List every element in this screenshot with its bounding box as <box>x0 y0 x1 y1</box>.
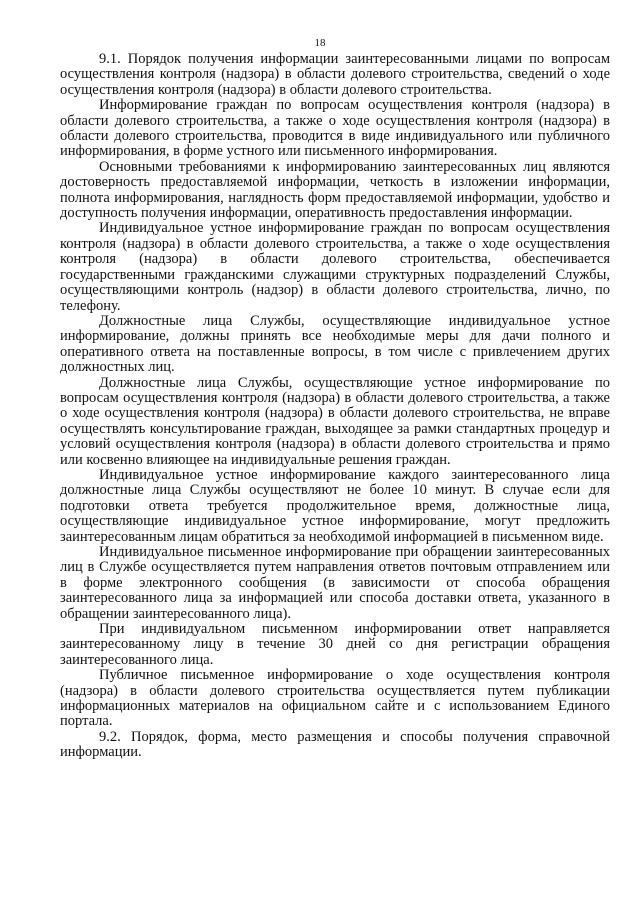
paragraph-officials-duties: Должностные лица Службы, осуществляющие индивидуальное устное информирование, должны принять все необходимые меры для дачи полного и оперативного ответа на поставленные вопросы, в том числе с привлечением других должностных лиц. <box>60 312 610 376</box>
paragraph-9-2-heading: 9.2. Порядок, форма, место размещения и способы получения справочной информации. <box>60 728 610 761</box>
document-body <box>60 52 610 761</box>
paragraph-written-deadline: При индивидуальном письменном информировании ответ направляется заинтересованному лицу в течение 30 дней со дня регистрации обращения заинтересованного лица. <box>60 621 610 668</box>
paragraph-individual-oral: Индивидуальное устное информирование граждан по вопросам осуществления контроля (надзора) в области долевого строительства, а также о ходе осуществления контроля (надзора) в области долевого строительства, обеспечивается государственными гражданскими служащими структурных подразделений Службы, осуществляющими контроль (надзор) в области долевого строительства, лично, по телефону. <box>60 220 610 314</box>
paragraph-officials-restrictions: Должностные лица Службы, осуществляющие устное информирование по вопросам осуществления контроля (надзора) в области долевого строительства, а также о ходе осуществления контроля (надзора) в области долевого строительства, не вправе осуществлять консультирование граждан, выходящее за рамки стандартных процедур и условий осуществления контроля (надзора) в области долевого строительства и прямо или косвенно влияющее на индивидуальные решения граждан. <box>60 374 610 468</box>
paragraph-informing-requirements: Основными требованиями к информированию заинтересованных лиц являются достоверность предоставляемой информации, четкость в изложении информации, полнота информирования, наглядность форм предоставляемой информации, удобство и доступность получения информации, оперативность предоставления информации. <box>60 158 610 222</box>
paragraph-informing-forms: Информирование граждан по вопросам осуществления контроля (надзора) в области долевого строительства, а также о ходе осуществления контроля (надзора) в области долевого строительства, проводится в виде индивидуального или публичного информирования, в форме устного или письменного информирования. <box>60 97 610 160</box>
page-number: 18 <box>314 37 326 49</box>
paragraph-public-written: Публичное письменное информирование о ходе осуществления контроля (надзора) в области долевого строительства осуществляется путем публикации информационных материалов на официальном сайте и с использованием Единого портала. <box>60 667 610 730</box>
paragraph-oral-time-limit: Индивидуальное устное информирование каждого заинтересованного лица должностные лица Службы осуществляют не более 10 минут. В случае если для подготовки ответа требуется продолжительное время, должностные лица, осуществляющие индивидуальное устное информирование, могут предложить заинтересованным лицам обратиться за необходимой информацией в письменном виде. <box>60 466 610 545</box>
paragraph-9-1-heading: 9.1. Порядок получения информации заинтересованными лицами по вопросам осуществления контроля (надзора) в области долевого строительства, сведений о ходе осуществления контроля (надзора) в области долевого строительства. <box>60 51 610 98</box>
paragraph-individual-written: Индивидуальное письменное информирование при обращении заинтересованных лиц в Службе осуществляется путем направления ответов почтовым отправлением или в форме электронного сообщения (в зависимости от способа обращения заинтересованного лица за информацией или способа доставки ответа, указанного в обращении заинтересованного лица). <box>60 544 610 622</box>
